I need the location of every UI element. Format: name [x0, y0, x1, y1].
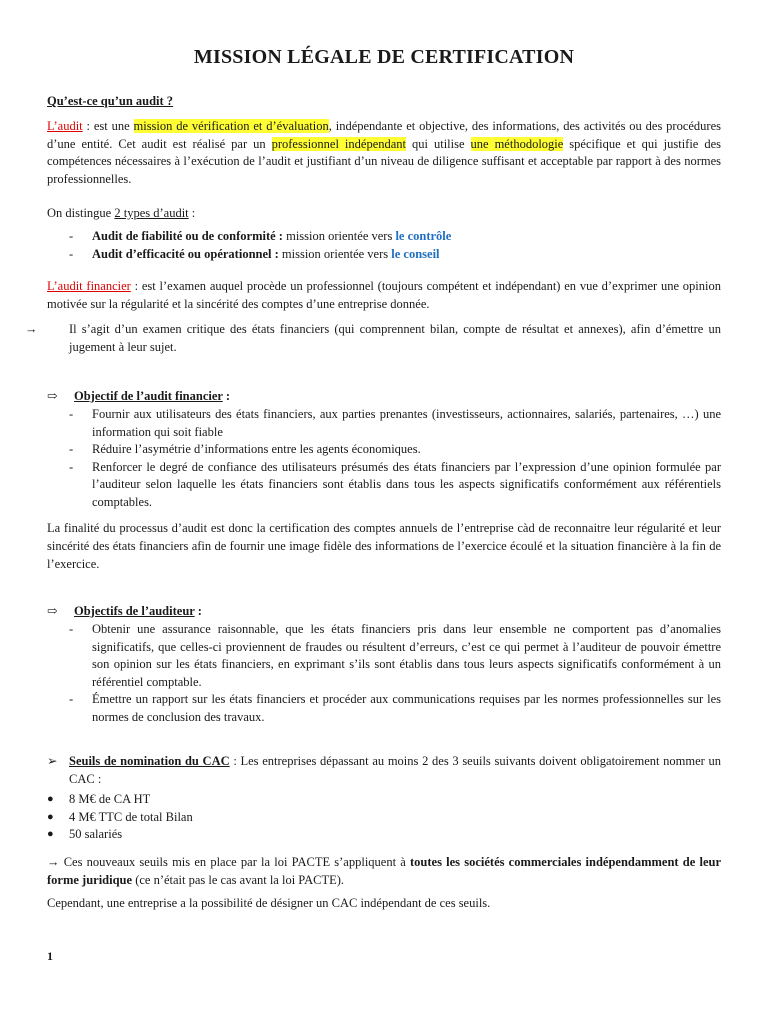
objectif-colon: :: [222, 389, 231, 403]
list-item: [47, 621, 721, 691]
type-text: mission orientée vers: [278, 246, 392, 261]
audit-def-text-2: , indépendante et objective, des informations, des activités ou des procédures d’une entité. Cet audit est réalisé par un: [47, 119, 721, 151]
objectif-item-text: Réduire l’asymétrie d’informations entre les agents économiques.: [92, 442, 421, 456]
pacte-text-2: (ce n’était pas le cas avant la loi PACTE).: [132, 872, 345, 887]
type-accent: le conseil: [391, 246, 440, 261]
dash-marker: -: [69, 692, 74, 706]
examen-paragraph: [25, 321, 721, 356]
right-arrow-icon: →: [25, 322, 38, 336]
arrowhead-icon: ➢: [47, 754, 58, 768]
types-intro: [47, 205, 721, 223]
list-item: [47, 246, 721, 264]
page-title: MISSION LÉGALE DE CERTIFICATION: [193, 46, 575, 68]
highlight-mission: mission de vérification et d’évaluation: [133, 119, 329, 133]
finalite-paragraph: La finalité du processus d’audit est donc la certification des comptes annuels de l’entreprise càd de reconnaitre leur régularité et leur sincérité des états financiers afin de fournir une image fidèle des informations de l’exercice écoulé et la situation financière à la fin de l’exercice.: [47, 521, 721, 571]
page-number: 1: [47, 949, 53, 963]
type-text: mission orientée vers: [282, 229, 396, 243]
types-intro-underlined: 2 types d’audit: [114, 206, 189, 220]
objectif-item-text: Renforcer le degré de confiance des utilisateurs présumés des états financiers par l’expression d’une opinion formulée par l’auditeur selon laquelle les états financiers sont établis dans tous les aspects significatifs conformément aux référentiels comptables.: [92, 459, 721, 509]
type-accent: le contrôle: [395, 229, 452, 243]
audit-def-text-1: : est une: [82, 119, 134, 133]
auditeur-item-text: Émettre un rapport sur les états financiers et procéder aux communications requises par les normes professionnelles sur les normes de conclusion des travaux.: [92, 692, 721, 724]
seuils-text: : Les entreprises dépassant au moins 2 des 3 seuils suivants doivent obligatoirement nommer un CAC :: [69, 754, 722, 786]
objectifs-auditeur-list: [47, 621, 721, 726]
audit-def-text-4: spécifique et qui justifie des compétences nécessaires à l’exécution de l’audit et justifiant d’un niveau de diligence suffisant et acceptable par rapport à des normes professionnelles.: [47, 136, 722, 186]
objectif-title: Objectif de l’audit financier: [74, 389, 223, 403]
objectifs-auditeur-title: Objectifs de l’auditeur: [74, 604, 195, 618]
right-arrow-icon: →: [47, 855, 60, 869]
outline-arrow-icon: ⇨: [47, 389, 58, 403]
audit-term: L’audit: [47, 119, 83, 133]
pacte-paragraph: [47, 854, 721, 889]
cependant-paragraph: Cependant, une entreprise a la possibilité de désigner un CAC indépendant de ces seuils.: [47, 896, 491, 910]
seuils-paragraph: [47, 753, 721, 788]
list-item: [47, 691, 721, 726]
seuil-text: 4 M€ TTC de total Bilan: [69, 809, 193, 824]
bullet-icon: ●: [47, 810, 54, 823]
dash-marker: -: [69, 229, 74, 243]
dash-marker: -: [69, 407, 74, 421]
list-item: [47, 791, 721, 809]
audit-definition: [47, 118, 721, 188]
audit-financier-text: : est l’examen auquel procède un professionnel (toujours compétent et indépendant) en vue d’exprimer une opinion motivée sur la régularité et la sincérité des comptes d’une entreprise donnée.: [47, 279, 721, 311]
types-intro-a: On distingue: [47, 206, 115, 220]
bullet-icon: ●: [47, 828, 54, 840]
dash-marker: -: [69, 622, 74, 636]
highlight-professionnel: professionnel indépendant: [271, 136, 407, 151]
list-item: [47, 809, 721, 827]
objectifs-auditeur-heading: [47, 603, 748, 621]
objectifs-auditeur-colon: :: [194, 604, 202, 618]
highlight-methodologie: une méthodologie: [470, 136, 564, 151]
list-item: [47, 228, 721, 246]
types-intro-b: :: [188, 206, 196, 220]
dash-marker: -: [69, 459, 74, 474]
objectif-heading: [47, 388, 748, 406]
outline-arrow-icon: ⇨: [47, 604, 58, 618]
dash-marker: -: [69, 442, 74, 456]
auditeur-item-text: Obtenir une assurance raisonnable, que les états financiers pris dans leur ensemble ne comportent pas d’anomalies significatifs, que celles-ci proviennent de fraudes ou résultent d’erreurs, c’est ce qui permet à l’auditeur de pouvoir émettre son opinion sur les états financiers, en exprimant s’ils sont établis dans tous leurs aspects significatifs conformément à un référentiel comptable.: [92, 622, 721, 689]
types-list: [47, 228, 721, 263]
type-label: Audit d’efficacité ou opérationnel :: [92, 246, 279, 261]
type-label: Audit de fiabilité ou de conformité :: [92, 229, 283, 243]
bullet-icon: ●: [47, 793, 54, 805]
list-item: [47, 826, 721, 844]
seuils-list: [47, 791, 721, 844]
objectif-list: [47, 406, 721, 511]
audit-def-text-3: qui utilise: [406, 136, 471, 151]
dash-marker: -: [69, 246, 74, 261]
seuil-text: 50 salariés: [69, 827, 123, 841]
pacte-bold: toutes les sociétés commerciales indépendamment de leur forme juridique: [47, 855, 721, 887]
audit-financier-term: L’audit financier: [47, 279, 131, 293]
question-heading: Qu’est-ce qu’un audit ?: [47, 94, 174, 108]
examen-text: Il s’agit d’un examen critique des états financiers (qui comprennent bilan, compte de résultat et annexes), afin d’émettre un jugement à leur sujet.: [69, 322, 721, 354]
seuils-title: Seuils de nomination du CAC: [69, 754, 230, 768]
pacte-text-1: Ces nouveaux seuils mis en place par la loi PACTE s’appliquent à: [59, 855, 411, 869]
objectif-item-text: Fournir aux utilisateurs des états financiers, aux parties prenantes (investisseurs, actionnaires, salariés, partenaires, …) une information qui soit fiable: [92, 407, 721, 439]
list-item: [47, 441, 721, 459]
seuil-text: 8 M€ de CA HT: [69, 792, 151, 806]
list-item: [47, 459, 721, 512]
list-item: [47, 406, 721, 441]
audit-financier-definition: [47, 278, 721, 313]
